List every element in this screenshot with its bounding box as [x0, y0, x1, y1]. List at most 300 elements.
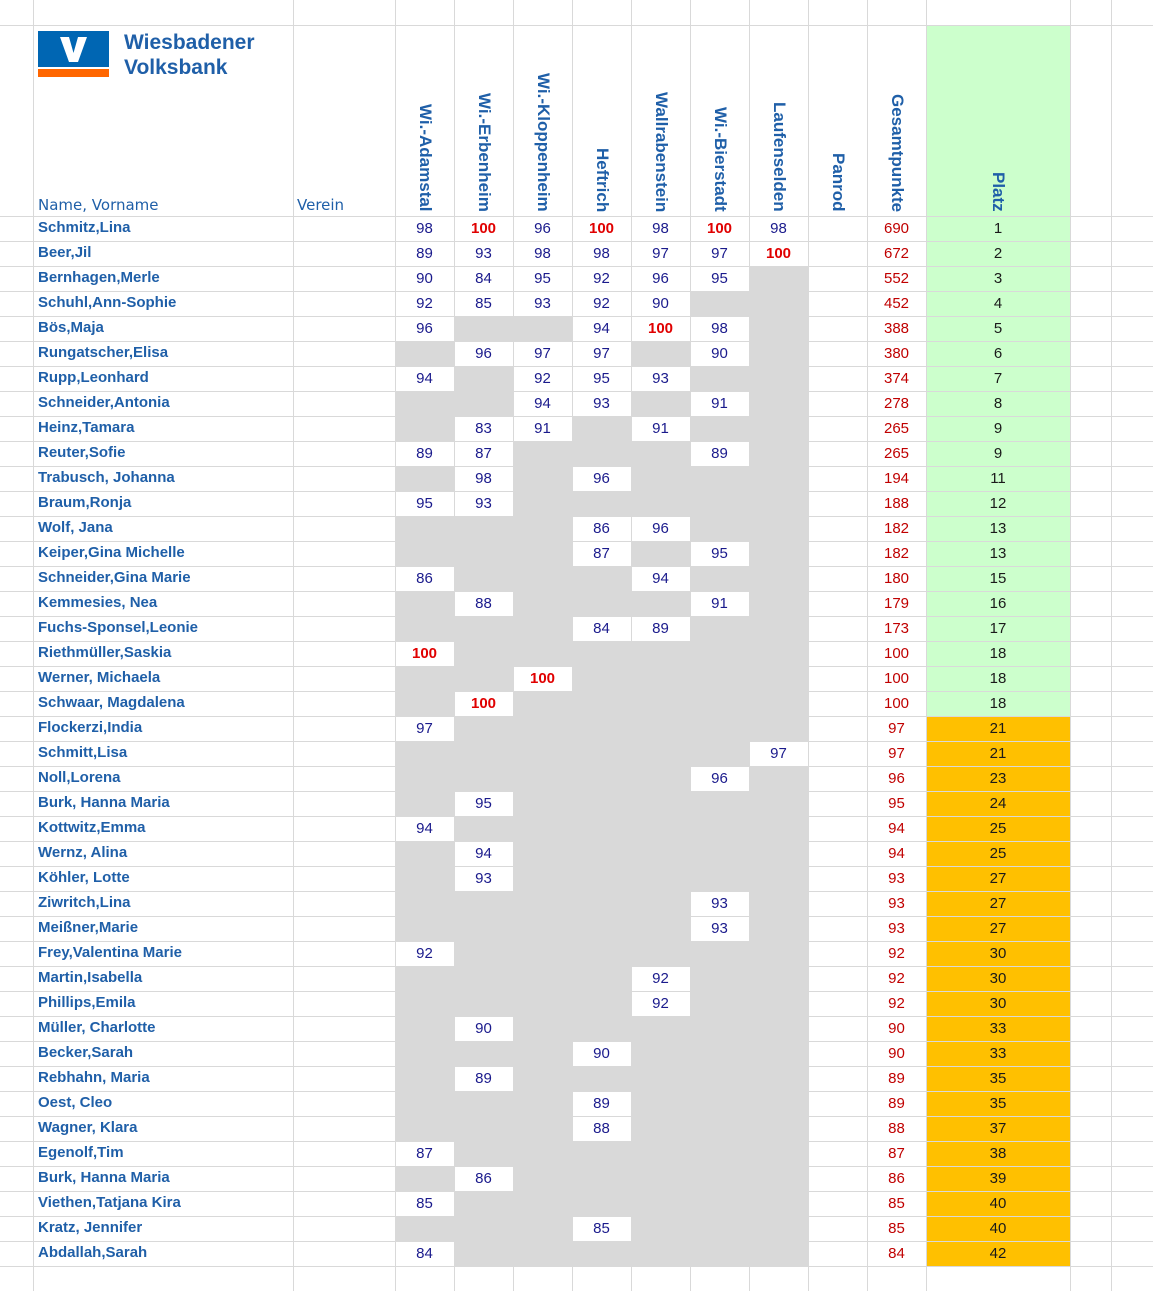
participant-name[interactable]: Frey,Valentina Marie	[38, 944, 182, 961]
participant-name[interactable]: Egenolf,Tim	[38, 1144, 124, 1161]
grey-cell	[690, 1066, 749, 1091]
score-cell[interactable]: 91	[711, 395, 728, 412]
total-points[interactable]: 100	[883, 695, 910, 712]
grey-cell	[395, 891, 454, 916]
rank-value[interactable]: 3	[993, 270, 1003, 287]
rank-value[interactable]: 27	[989, 870, 1007, 887]
grey-cell	[454, 716, 513, 741]
score-cell[interactable]: 94	[534, 395, 551, 412]
grey-cell	[749, 691, 808, 716]
rank-value[interactable]: 18	[989, 670, 1007, 687]
grey-cell	[749, 1191, 808, 1216]
score-cell[interactable]: 95	[711, 545, 728, 562]
rank-value[interactable]: 40	[989, 1220, 1007, 1237]
grey-cell	[513, 566, 572, 591]
rank-value[interactable]: 18	[989, 695, 1007, 712]
score-cell[interactable]: 84	[475, 270, 492, 287]
score-cell[interactable]: 98	[652, 220, 669, 237]
rank-value[interactable]: 33	[989, 1045, 1007, 1062]
participant-name[interactable]: Werner, Michaela	[38, 669, 161, 686]
participant-name[interactable]: Bernhagen,Merle	[38, 269, 160, 286]
score-cell[interactable]: 97	[593, 345, 610, 362]
rank-value[interactable]: 42	[989, 1245, 1007, 1262]
grey-cell	[454, 966, 513, 991]
score-cell[interactable]: 92	[593, 270, 610, 287]
grey-cell	[690, 366, 749, 391]
grey-cell	[631, 866, 690, 891]
column-line	[749, 0, 750, 1291]
score-cell[interactable]: 98	[593, 245, 610, 262]
score-cell[interactable]: 96	[475, 345, 492, 362]
participant-name[interactable]: Schmitt,Lisa	[38, 744, 128, 761]
total-points[interactable]: 95	[888, 795, 905, 812]
grey-cell	[513, 541, 572, 566]
grey-cell	[395, 916, 454, 941]
grey-cell	[631, 1216, 690, 1241]
total-points[interactable]: 552	[883, 270, 910, 287]
participant-name[interactable]: Köhler, Lotte	[38, 869, 130, 886]
score-cell[interactable]: 90	[475, 1020, 492, 1037]
rank-value[interactable]: 17	[989, 620, 1007, 637]
rank-value[interactable]: 35	[989, 1095, 1007, 1112]
score-cell[interactable]: 90	[652, 295, 669, 312]
participant-name[interactable]: Viethen,Tatjana Kira	[38, 1194, 181, 1211]
participant-name[interactable]: Wernz, Alina	[38, 844, 128, 861]
grey-cell	[454, 766, 513, 791]
score-cell[interactable]: 95	[534, 270, 551, 287]
total-points[interactable]: 100	[883, 670, 910, 687]
grey-cell	[749, 266, 808, 291]
grey-cell	[513, 1091, 572, 1116]
grey-cell	[690, 1041, 749, 1066]
score-cell[interactable]: 100	[470, 695, 497, 712]
grey-cell	[395, 341, 454, 366]
grey-cell	[395, 1166, 454, 1191]
score-cell[interactable]: 97	[770, 745, 787, 762]
rank-value[interactable]: 24	[989, 795, 1007, 812]
grey-cell	[690, 741, 749, 766]
header-venue: Panrod	[828, 153, 848, 212]
participant-name[interactable]: Beer,Jil	[38, 244, 92, 261]
grey-cell	[690, 941, 749, 966]
rank-value[interactable]: 38	[989, 1145, 1007, 1162]
score-cell[interactable]: 91	[534, 420, 551, 437]
participant-name[interactable]: Kottwitz,Emma	[38, 819, 146, 836]
rank-value[interactable]: 9	[993, 445, 1003, 462]
participant-name[interactable]: Schuhl,Ann-Sophie	[38, 294, 177, 311]
score-cell[interactable]: 98	[475, 470, 492, 487]
rank-value[interactable]: 6	[993, 345, 1003, 362]
grey-cell	[513, 866, 572, 891]
total-points[interactable]: 93	[888, 920, 905, 937]
participant-name[interactable]: Trabusch, Johanna	[38, 469, 175, 486]
total-points[interactable]: 92	[888, 995, 905, 1012]
score-cell[interactable]: 89	[593, 1095, 610, 1112]
participant-name[interactable]: Meißner,Marie	[38, 919, 139, 936]
grey-cell	[513, 916, 572, 941]
total-points[interactable]: 90	[888, 1045, 905, 1062]
score-cell[interactable]: 87	[416, 1145, 433, 1162]
rank-value[interactable]: 5	[993, 320, 1003, 337]
score-cell[interactable]: 96	[711, 770, 728, 787]
total-points[interactable]: 388	[883, 320, 910, 337]
total-points[interactable]: 182	[883, 545, 910, 562]
participant-name[interactable]: Fuchs-Sponsel,Leonie	[38, 619, 199, 636]
score-cell[interactable]: 100	[588, 220, 615, 237]
total-points[interactable]: 173	[883, 620, 910, 637]
rank-value[interactable]: 27	[989, 895, 1007, 912]
score-cell[interactable]: 93	[475, 495, 492, 512]
grey-cell	[513, 691, 572, 716]
total-points[interactable]: 100	[883, 645, 910, 662]
rank-value[interactable]: 30	[989, 970, 1007, 987]
total-points[interactable]: 84	[888, 1245, 905, 1262]
grey-cell	[395, 1016, 454, 1041]
score-cell[interactable]: 98	[534, 245, 551, 262]
score-cell[interactable]: 97	[416, 720, 433, 737]
grey-cell	[749, 591, 808, 616]
grey-cell	[454, 941, 513, 966]
score-cell[interactable]: 94	[475, 845, 492, 862]
score-cell[interactable]: 94	[652, 570, 669, 587]
rank-value[interactable]: 2	[993, 245, 1003, 262]
score-cell[interactable]: 96	[652, 520, 669, 537]
participant-name[interactable]: Martin,Isabella	[38, 969, 143, 986]
grey-cell	[572, 1241, 631, 1266]
grey-cell	[749, 291, 808, 316]
grey-cell	[749, 1166, 808, 1191]
participant-name[interactable]: Flockerzi,India	[38, 719, 143, 736]
score-cell[interactable]: 100	[647, 320, 674, 337]
rank-value[interactable]: 25	[989, 845, 1007, 862]
score-cell[interactable]: 95	[593, 370, 610, 387]
brand-line-1: Wiesbadener	[124, 31, 255, 54]
total-points[interactable]: 85	[888, 1220, 905, 1237]
grey-cell	[749, 866, 808, 891]
grey-cell	[572, 791, 631, 816]
score-cell[interactable]: 93	[711, 895, 728, 912]
rank-value[interactable]: 21	[989, 720, 1007, 737]
total-points[interactable]: 90	[888, 1020, 905, 1037]
rank-value[interactable]: 40	[989, 1195, 1007, 1212]
participant-name[interactable]: Phillips,Emila	[38, 994, 136, 1011]
rank-value[interactable]: 27	[989, 920, 1007, 937]
grey-cell	[690, 991, 749, 1016]
grey-cell	[631, 816, 690, 841]
score-cell[interactable]: 91	[711, 595, 728, 612]
grey-cell	[749, 366, 808, 391]
rank-value[interactable]: 25	[989, 820, 1007, 837]
total-points[interactable]: 374	[883, 370, 910, 387]
score-cell[interactable]: 84	[593, 620, 610, 637]
score-cell[interactable]: 89	[475, 1070, 492, 1087]
grey-cell	[631, 941, 690, 966]
header-venue: Wi.-Adamstal	[415, 104, 435, 212]
score-cell[interactable]: 94	[416, 370, 433, 387]
total-points[interactable]: 672	[883, 245, 910, 262]
rank-value[interactable]: 9	[993, 420, 1003, 437]
total-points[interactable]: 452	[883, 295, 910, 312]
score-cell[interactable]: 97	[534, 345, 551, 362]
grey-cell	[513, 641, 572, 666]
total-points[interactable]: 180	[883, 570, 910, 587]
score-cell[interactable]: 100	[706, 220, 733, 237]
total-points[interactable]: 92	[888, 970, 905, 987]
total-points[interactable]: 265	[883, 445, 910, 462]
participant-name[interactable]: Keiper,Gina Michelle	[38, 544, 185, 561]
total-points[interactable]: 179	[883, 595, 910, 612]
grey-cell	[454, 1241, 513, 1266]
column-line	[1070, 0, 1071, 1291]
score-cell[interactable]: 93	[593, 395, 610, 412]
rank-value[interactable]: 7	[993, 370, 1003, 387]
score-cell[interactable]: 96	[416, 320, 433, 337]
grey-cell	[513, 741, 572, 766]
score-cell[interactable]: 87	[593, 545, 610, 562]
grey-cell	[749, 466, 808, 491]
rank-value[interactable]: 21	[989, 745, 1007, 762]
score-cell[interactable]: 89	[416, 245, 433, 262]
grey-cell	[631, 391, 690, 416]
rank-value[interactable]: 4	[993, 295, 1003, 312]
participant-name[interactable]: Kemmesies, Nea	[38, 594, 158, 611]
rank-value[interactable]: 11	[990, 470, 1006, 487]
participant-name[interactable]: Kratz, Jennifer	[38, 1219, 143, 1236]
grey-cell	[395, 691, 454, 716]
grey-cell	[690, 1191, 749, 1216]
score-cell[interactable]: 89	[416, 445, 433, 462]
grey-cell	[690, 1091, 749, 1116]
score-cell[interactable]: 88	[593, 1120, 610, 1137]
score-cell[interactable]: 98	[416, 220, 433, 237]
participant-name[interactable]: Ziwritch,Lina	[38, 894, 131, 911]
rank-value[interactable]: 8	[993, 395, 1003, 412]
score-cell[interactable]: 93	[711, 920, 728, 937]
score-cell[interactable]: 89	[652, 620, 669, 637]
score-cell[interactable]: 95	[475, 795, 492, 812]
participant-name[interactable]: Oest, Cleo	[38, 1094, 113, 1111]
participant-name[interactable]: Reuter,Sofie	[38, 444, 126, 461]
total-points[interactable]: 182	[883, 520, 910, 537]
score-cell[interactable]: 96	[534, 220, 551, 237]
score-cell[interactable]: 91	[652, 420, 669, 437]
rank-value[interactable]: 33	[989, 1020, 1007, 1037]
score-cell[interactable]: 93	[475, 870, 492, 887]
participant-name[interactable]: Wagner, Klara	[38, 1119, 138, 1136]
rank-value[interactable]: 1	[993, 220, 1003, 237]
total-points[interactable]: 86	[888, 1170, 905, 1187]
total-points[interactable]: 96	[888, 770, 905, 787]
grey-cell	[690, 566, 749, 591]
total-points[interactable]: 94	[888, 845, 905, 862]
total-points[interactable]: 278	[883, 395, 910, 412]
participant-name[interactable]: Wolf, Jana	[38, 519, 113, 536]
score-cell[interactable]: 93	[534, 295, 551, 312]
score-cell[interactable]: 100	[411, 645, 438, 662]
grey-cell	[572, 866, 631, 891]
score-cell[interactable]: 85	[593, 1220, 610, 1237]
grey-cell	[749, 341, 808, 366]
grey-cell	[572, 741, 631, 766]
rank-value[interactable]: 13	[989, 520, 1007, 537]
score-cell[interactable]: 92	[416, 945, 433, 962]
grey-cell	[749, 666, 808, 691]
grey-cell	[454, 366, 513, 391]
grey-cell	[513, 516, 572, 541]
participant-name[interactable]: Riethmüller,Saskia	[38, 644, 172, 661]
grey-cell	[631, 1091, 690, 1116]
score-cell[interactable]: 95	[711, 270, 728, 287]
total-points[interactable]: 690	[883, 220, 910, 237]
participant-name[interactable]: Burk, Hanna Maria	[38, 1169, 170, 1186]
column-line	[293, 0, 294, 1291]
participant-name[interactable]: Rungatscher,Elisa	[38, 344, 169, 361]
score-cell[interactable]: 90	[593, 1045, 610, 1062]
participant-name[interactable]: Rebhahn, Maria	[38, 1069, 150, 1086]
total-points[interactable]: 97	[888, 720, 905, 737]
score-cell[interactable]: 95	[416, 495, 433, 512]
grey-cell	[631, 1116, 690, 1141]
score-cell[interactable]: 85	[416, 1195, 433, 1212]
participant-name[interactable]: Braum,Ronja	[38, 494, 132, 511]
participant-name[interactable]: Schneider,Antonia	[38, 394, 170, 411]
rank-value[interactable]: 39	[989, 1170, 1007, 1187]
score-cell[interactable]: 86	[475, 1170, 492, 1187]
grey-cell	[572, 566, 631, 591]
participant-name[interactable]: Heinz,Tamara	[38, 419, 135, 436]
grey-cell	[395, 841, 454, 866]
score-cell[interactable]: 98	[770, 220, 787, 237]
grey-cell	[454, 641, 513, 666]
score-cell[interactable]: 86	[416, 570, 433, 587]
rank-value[interactable]: 30	[989, 945, 1007, 962]
total-points[interactable]: 89	[888, 1070, 905, 1087]
score-cell[interactable]: 90	[416, 270, 433, 287]
participant-name[interactable]: Abdallah,Sarah	[38, 1244, 148, 1261]
score-cell[interactable]: 94	[416, 820, 433, 837]
grey-cell	[690, 666, 749, 691]
score-cell[interactable]: 97	[711, 245, 728, 262]
grey-cell	[690, 966, 749, 991]
column-line	[631, 0, 632, 1291]
total-points[interactable]: 89	[888, 1095, 905, 1112]
grey-cell	[690, 791, 749, 816]
total-points[interactable]: 94	[888, 820, 905, 837]
score-cell[interactable]: 100	[470, 220, 497, 237]
grey-cell	[513, 716, 572, 741]
participant-name[interactable]: Schwaar, Magdalena	[38, 694, 185, 711]
grey-cell	[395, 1091, 454, 1116]
grey-cell	[631, 741, 690, 766]
grey-cell	[749, 516, 808, 541]
grey-cell	[454, 391, 513, 416]
score-cell[interactable]: 100	[529, 670, 556, 687]
total-points[interactable]: 92	[888, 945, 905, 962]
total-points[interactable]: 87	[888, 1145, 905, 1162]
grey-cell	[454, 666, 513, 691]
total-points[interactable]: 88	[888, 1120, 905, 1137]
score-cell[interactable]: 97	[652, 245, 669, 262]
rank-value[interactable]: 16	[989, 595, 1007, 612]
participant-name[interactable]: Becker,Sarah	[38, 1044, 134, 1061]
grey-cell	[749, 916, 808, 941]
grey-cell	[749, 1091, 808, 1116]
score-cell[interactable]: 88	[475, 595, 492, 612]
score-cell[interactable]: 92	[416, 295, 433, 312]
total-points[interactable]: 85	[888, 1195, 905, 1212]
participant-name[interactable]: Burk, Hanna Maria	[38, 794, 170, 811]
participant-name[interactable]: Noll,Lorena	[38, 769, 121, 786]
participant-name[interactable]: Schmitz,Lina	[38, 219, 131, 236]
grey-cell	[749, 316, 808, 341]
score-cell[interactable]: 85	[475, 295, 492, 312]
score-cell[interactable]: 89	[711, 445, 728, 462]
score-cell[interactable]: 100	[765, 245, 792, 262]
rank-value[interactable]: 30	[989, 995, 1007, 1012]
total-points[interactable]: 265	[883, 420, 910, 437]
rank-value[interactable]: 12	[989, 495, 1007, 512]
score-cell[interactable]: 93	[475, 245, 492, 262]
total-points[interactable]: 188	[883, 495, 910, 512]
grey-cell	[572, 1166, 631, 1191]
rank-value[interactable]: 37	[989, 1120, 1007, 1137]
volksbank-logo-icon	[38, 31, 109, 77]
score-cell[interactable]: 96	[652, 270, 669, 287]
grey-cell	[454, 1216, 513, 1241]
score-cell[interactable]: 86	[593, 520, 610, 537]
participant-name[interactable]: Müller, Charlotte	[38, 1019, 156, 1036]
grey-cell	[454, 1091, 513, 1116]
grey-cell	[395, 991, 454, 1016]
score-cell[interactable]: 84	[416, 1245, 433, 1262]
score-cell[interactable]: 83	[475, 420, 492, 437]
total-points[interactable]: 93	[888, 895, 905, 912]
score-cell[interactable]: 93	[652, 370, 669, 387]
rank-value[interactable]: 23	[989, 770, 1007, 787]
rank-value[interactable]: 35	[989, 1070, 1007, 1087]
grey-cell	[513, 1191, 572, 1216]
participant-name[interactable]: Bös,Maja	[38, 319, 104, 336]
total-points[interactable]: 97	[888, 745, 905, 762]
grey-cell	[513, 591, 572, 616]
header-rank: Platz	[989, 172, 1008, 212]
rank-value[interactable]: 15	[989, 570, 1007, 587]
grey-cell	[572, 991, 631, 1016]
grey-cell	[572, 916, 631, 941]
brand-name	[124, 30, 255, 80]
score-cell[interactable]: 92	[652, 995, 669, 1012]
score-cell[interactable]: 87	[475, 445, 492, 462]
score-cell[interactable]: 98	[711, 320, 728, 337]
score-cell[interactable]: 96	[593, 470, 610, 487]
grey-cell	[513, 1166, 572, 1191]
grey-cell	[749, 1141, 808, 1166]
total-points[interactable]: 194	[883, 470, 910, 487]
score-cell[interactable]: 94	[593, 320, 610, 337]
score-cell[interactable]: 90	[711, 345, 728, 362]
rank-value[interactable]: 18	[989, 645, 1007, 662]
participant-name[interactable]: Rupp,Leonhard	[38, 369, 149, 386]
total-points[interactable]: 93	[888, 870, 905, 887]
score-cell[interactable]: 92	[652, 970, 669, 987]
score-cell[interactable]: 92	[534, 370, 551, 387]
rank-value[interactable]: 13	[989, 545, 1007, 562]
grey-cell	[749, 791, 808, 816]
participant-name[interactable]: Schneider,Gina Marie	[38, 569, 191, 586]
score-cell[interactable]: 92	[593, 295, 610, 312]
grey-cell	[631, 766, 690, 791]
total-points[interactable]: 380	[883, 345, 910, 362]
